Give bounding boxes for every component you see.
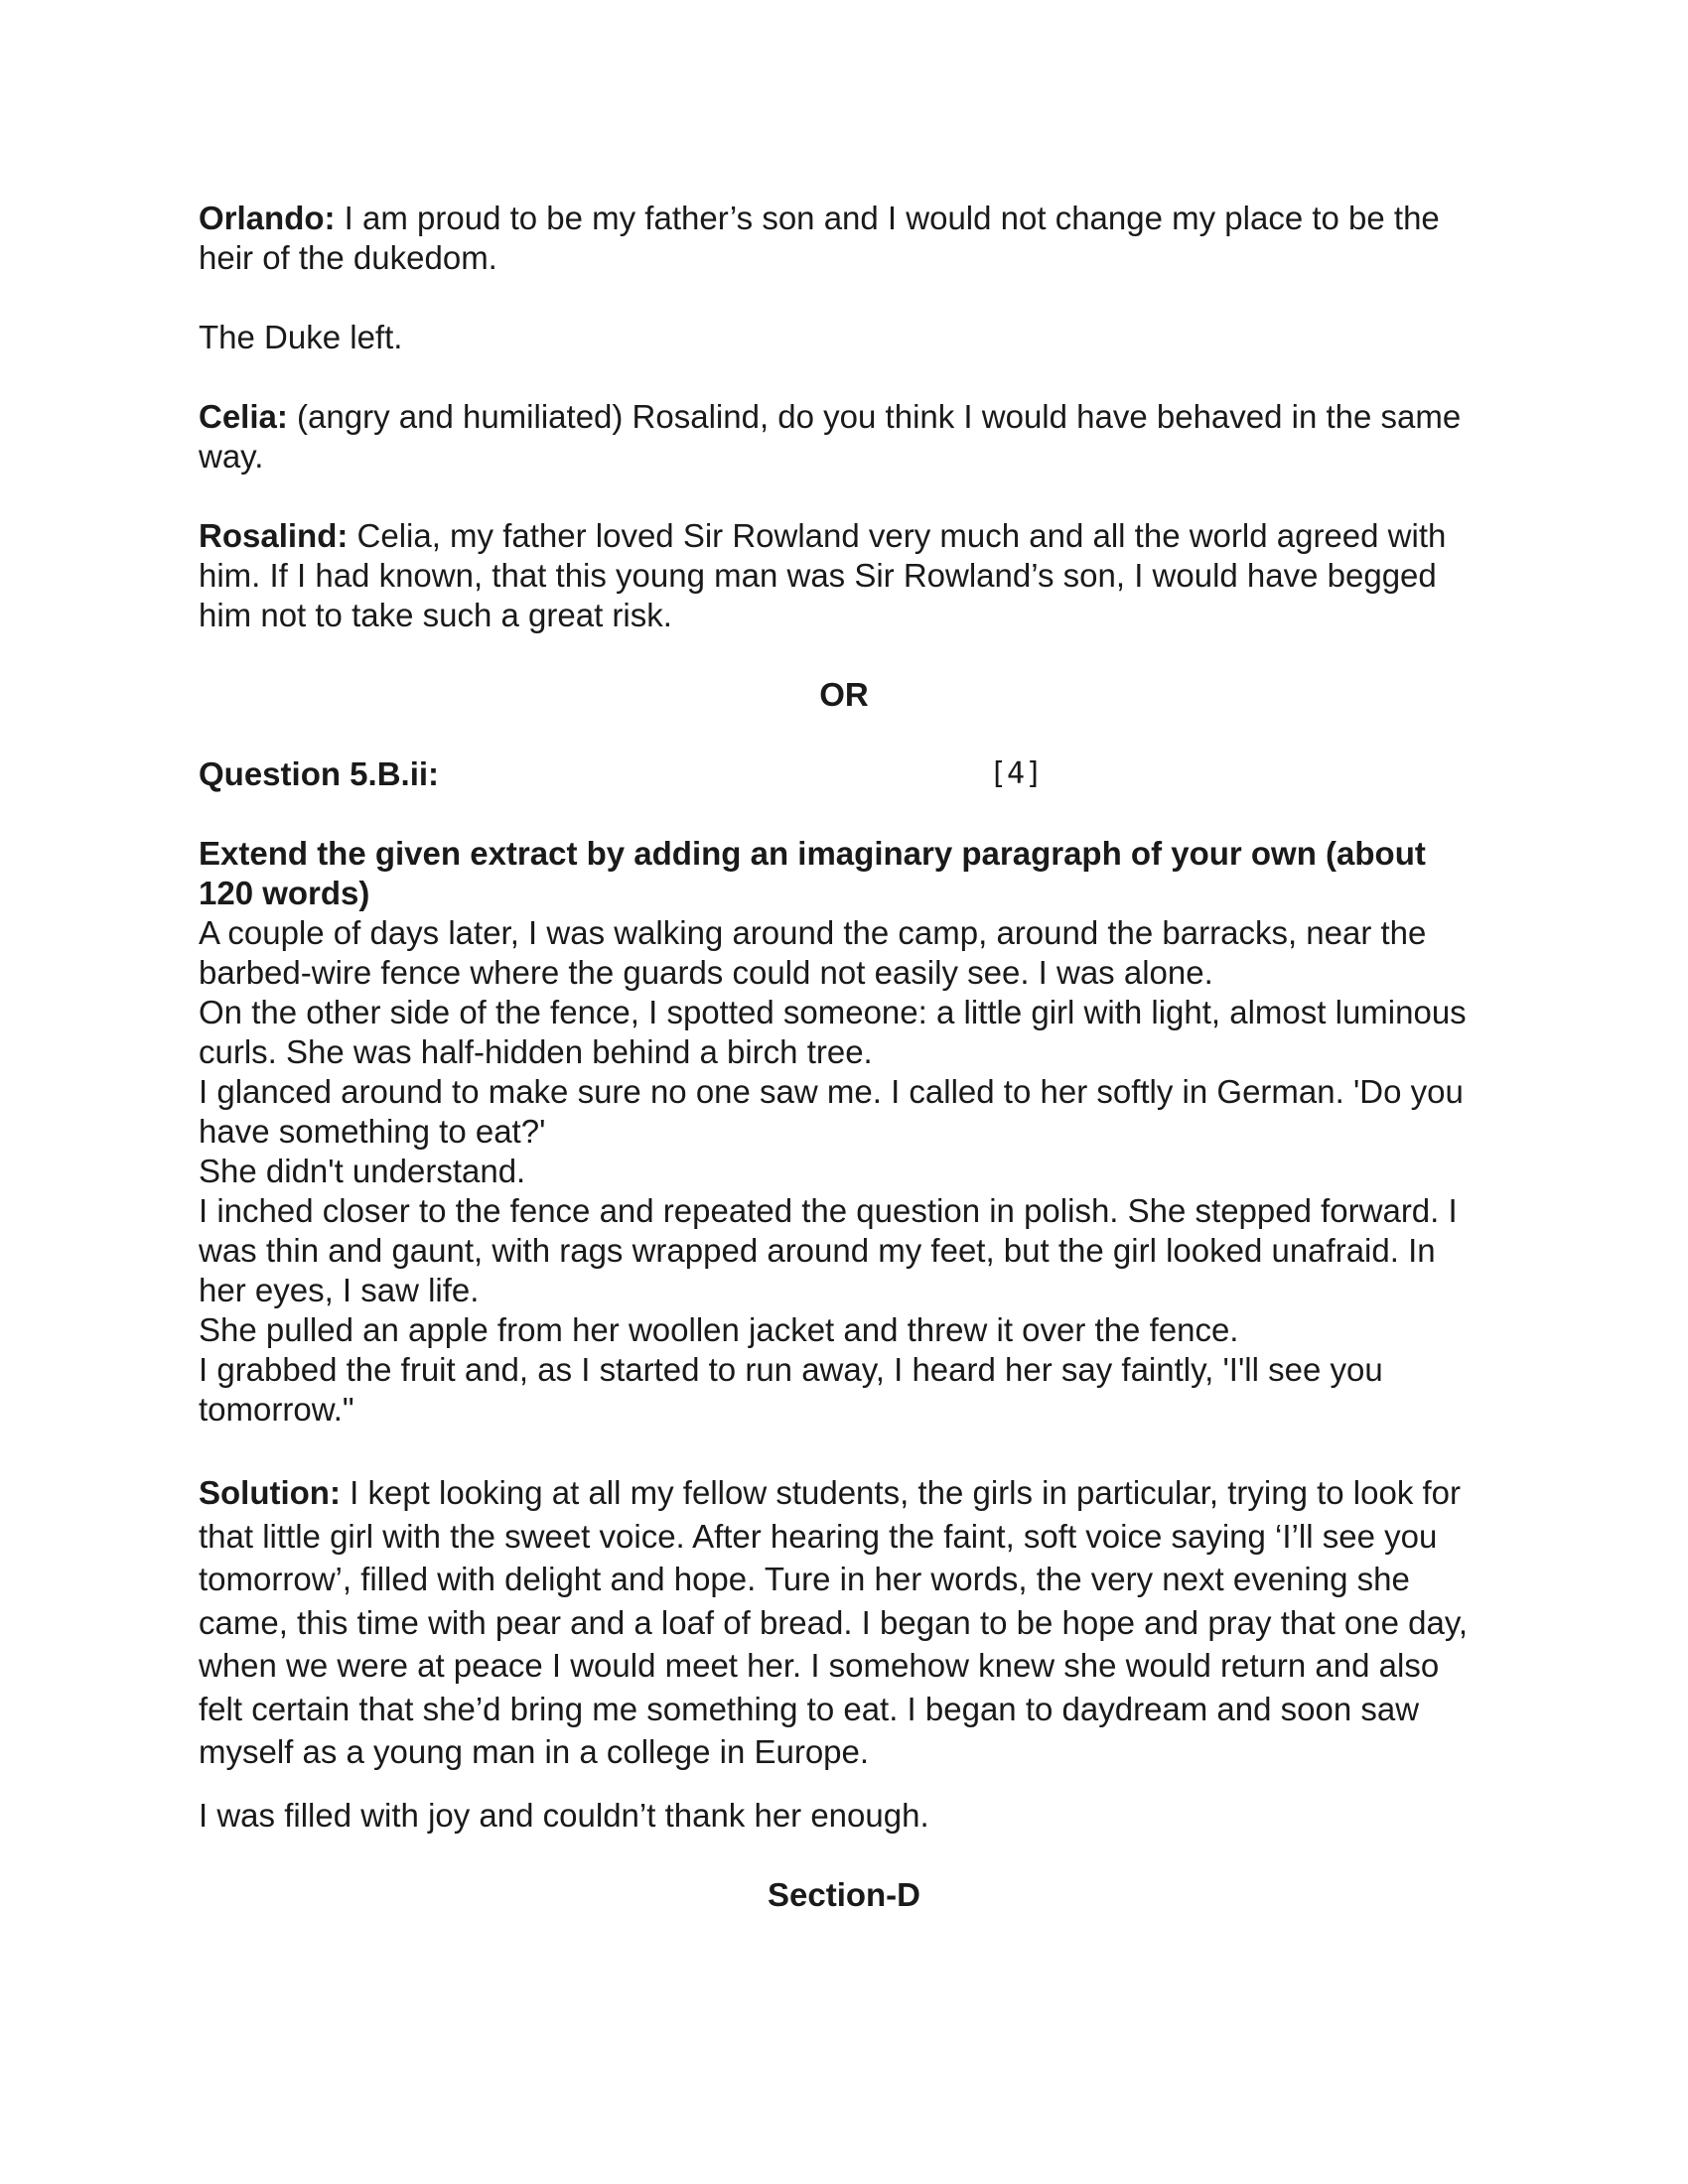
speaker-orlando: Orlando: [199,200,336,236]
solution-label: Solution: [199,1474,341,1511]
solution-closing: I was filled with joy and couldn’t thank her enough. [199,1796,929,1834]
solution-paragraph [199,1471,1489,1774]
celia-text: (angry and humiliated) Rosalind, do you think I would have behaved in the same way. [199,398,1462,475]
orlando-line [199,199,1489,278]
rosalind-line [199,516,1489,635]
or-divider: OR [819,676,869,713]
speaker-rosalind: Rosalind: [199,517,349,554]
extract-line: A couple of days later, I was walking around the camp, around the barracks, near the barbed-wire fence where the guards could not easily see. I was alone. [199,914,1427,991]
document-page [199,199,1489,1915]
extract-line: She pulled an apple from her woollen jacket and threw it over the fence. [199,1311,1239,1348]
solution-text: I kept looking at all my fellow students, the girls in particular, trying to look for that little girl with the sweet voice. After hearing the faint, soft voice saying ‘I’ll see you tomorrow’, filled with delight and hope. Ture in her words, the very next evening she came, this time with pear and a loaf of bread. I began to be hope and pray that one day, when we were at peace I would meet her. I somehow knew she would return and also felt certain that she’d bring me something to eat. I began to daydream and soon saw myself as a young man in a college in Europe. [199,1474,1469,1770]
marks-label: [4] [989,756,1044,791]
rosalind-text: Celia, my father loved Sir Rowland very much and all the world agreed with him. If I had known, that this young man was Sir Rowland’s son, I would have begged him not to take such a great risk. [199,517,1447,633]
question-heading [199,754,1489,794]
section-heading: Section-D [767,1875,920,1913]
extract-line: On the other side of the fence, I spotted someone: a little girl with light, almost luminous curls. She was half-hidden behind a birch tree. [199,994,1467,1070]
stage-direction: The Duke left. [199,319,403,355]
question-instruction: Extend the given extract by adding an imaginary paragraph of your own (about 120 words) [199,835,1426,911]
extract-line: She didn't understand. [199,1153,526,1189]
extract-line: I glanced around to make sure no one saw me. I called to her softly in German. 'Do you have something to eat?' [199,1073,1464,1150]
celia-line [199,397,1489,477]
extract-line: I grabbed the fruit and, as I started to run away, I heard her say faintly, 'I'll see you tomorrow." [199,1351,1383,1428]
question-label: Question 5.B.ii: [199,755,440,792]
speaker-celia: Celia: [199,398,288,435]
orlando-text: I am proud to be my father’s son and I would not change my place to be the heir of the dukedom. [199,200,1440,276]
extract-line: I inched closer to the fence and repeated the question in polish. She stepped forward. I was thin and gaunt, with rags wrapped around my feet, but the girl looked unafraid. In her eyes, I saw life. [199,1192,1458,1308]
